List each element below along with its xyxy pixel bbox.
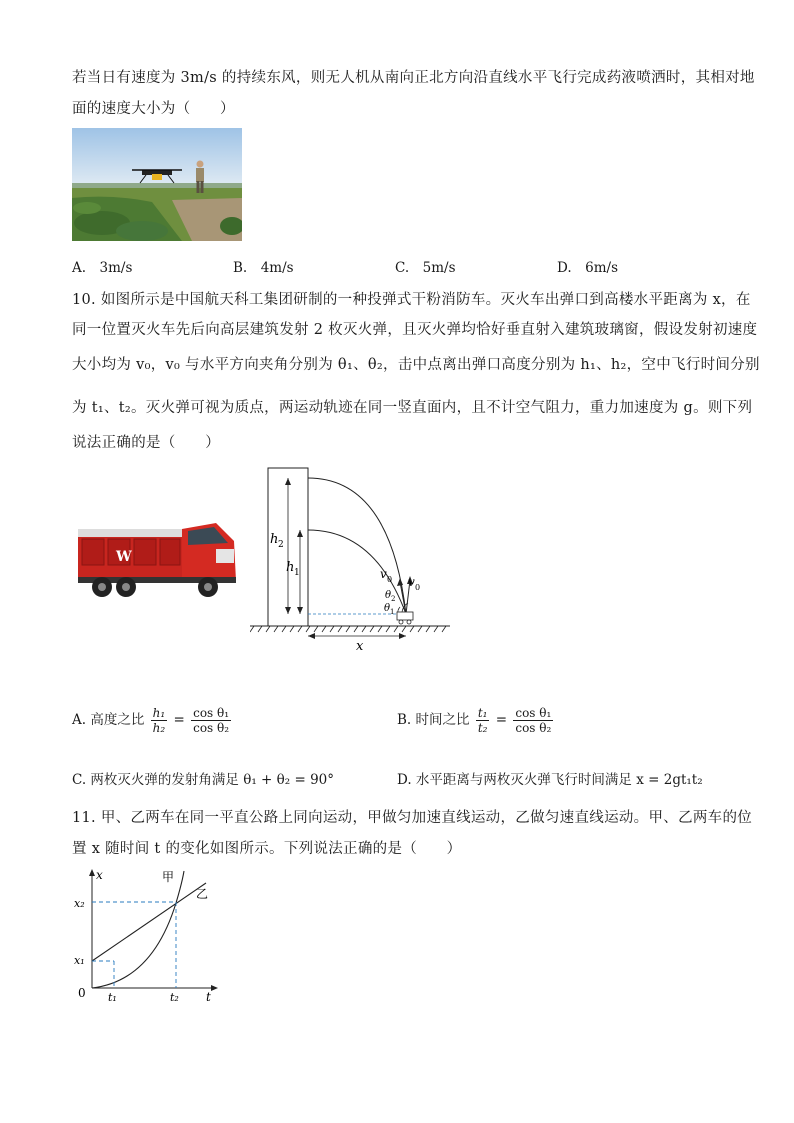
label-h2: h [270, 532, 279, 547]
svg-text:0: 0 [415, 583, 421, 592]
graph-t1: t₁ [108, 991, 117, 1003]
projectile-diagram [250, 464, 456, 654]
q11-text-line2: 置 x 随时间 t 的变化如图所示。下列说法正确的是（ ） [72, 841, 462, 857]
drone-photo [72, 128, 242, 241]
q10-text-line1: 10. 如图所示是中国航天科工集团研制的一种投弹式干粉消防车。灭火车出弹口到高楼水平距离为 x，在 [72, 292, 751, 308]
svg-text:1: 1 [390, 608, 395, 616]
svg-text:0: 0 [387, 575, 393, 584]
svg-text:2: 2 [391, 595, 396, 603]
svg-text:2: 2 [278, 540, 284, 550]
label-theta1: θ [384, 603, 391, 614]
q9-text-line2: 面的速度大小为（ ） [72, 101, 235, 117]
q9-option-d[interactable]: D. 6m/s [557, 260, 619, 276]
graph-x-label: t [206, 990, 211, 1003]
q10-text-line2: 同一位置灭火车先后向高层建筑发射 2 枚灭火弹，且灭火弹均恰好垂直射入建筑玻璃窗，假设发射初速度 [72, 322, 758, 338]
label-v0-b: v [408, 575, 415, 589]
xt-graph [72, 865, 222, 1003]
graph-jia-label: 甲 [162, 870, 175, 884]
label-theta2: θ [385, 590, 392, 601]
q11-text-line1: 11. 甲、乙两车在同一平直公路上同向运动，甲做匀加速直线运动，乙做匀速直线运动。甲、乙两车的位 [72, 810, 753, 826]
label-h1: h [286, 560, 295, 575]
graph-x2: x₂ [74, 897, 85, 910]
q9-option-a[interactable]: A. 3m/s [72, 260, 133, 276]
graph-x1: x₁ [74, 954, 85, 967]
q10-option-a[interactable]: A. 高度之比 $\frac{\text{h₁}}{\text{h₂}}$ = $\frac{\text{cos θ₁}}{\text{cos θ₂}}$ [72, 706, 230, 735]
q9-option-c[interactable]: C. 5m/s [395, 260, 456, 276]
q10-option-b[interactable]: B. 时间之比 $\frac{\text{t₁}}{\text{t₂}}$ = $\frac{\text{cos θ₁}}{\text{cos θ₂}}$ [397, 706, 552, 735]
q10-text-line3: 大小均为 v₀，v₀ 与水平方向夹角分别为 θ₁、θ₂，击中点离出弹口高度分别为 h₁、h₂，空中飞行时间分别 [72, 357, 760, 373]
q10-text-line5: 说法正确的是（ ） [72, 435, 220, 451]
q10-option-c[interactable]: C. 两枚灭火弹的发射角满足 θ₁ + θ₂ = 90° [72, 772, 335, 788]
q10-option-d[interactable]: D. 水平距离与两枚灭火弹飞行时间满足 x = 2gt₁t₂ [397, 772, 703, 788]
graph-yi-label: 乙 [196, 887, 209, 901]
graph-t2: t₂ [170, 991, 179, 1003]
label-x: x [356, 639, 364, 654]
svg-text:W: W [116, 549, 132, 565]
graph-origin: 0 [78, 986, 86, 1000]
fire-truck-image [76, 515, 244, 605]
svg-text:1: 1 [294, 568, 300, 578]
q10-text-line4: 为 t₁、t₂。灭火弹可视为质点，两运动轨迹在同一竖直面内，且不计空气阻力，重力加速度为 g。则下列 [72, 400, 753, 416]
label-v0-a: v [380, 567, 387, 581]
q9-text-line1: 若当日有速度为 3m/s 的持续东风，则无人机从南向正北方向沿直线水平飞行完成药液喷洒时，其相对地 [72, 70, 755, 86]
graph-y-label: x [96, 868, 103, 882]
q9-option-b[interactable]: B. 4m/s [233, 260, 294, 276]
